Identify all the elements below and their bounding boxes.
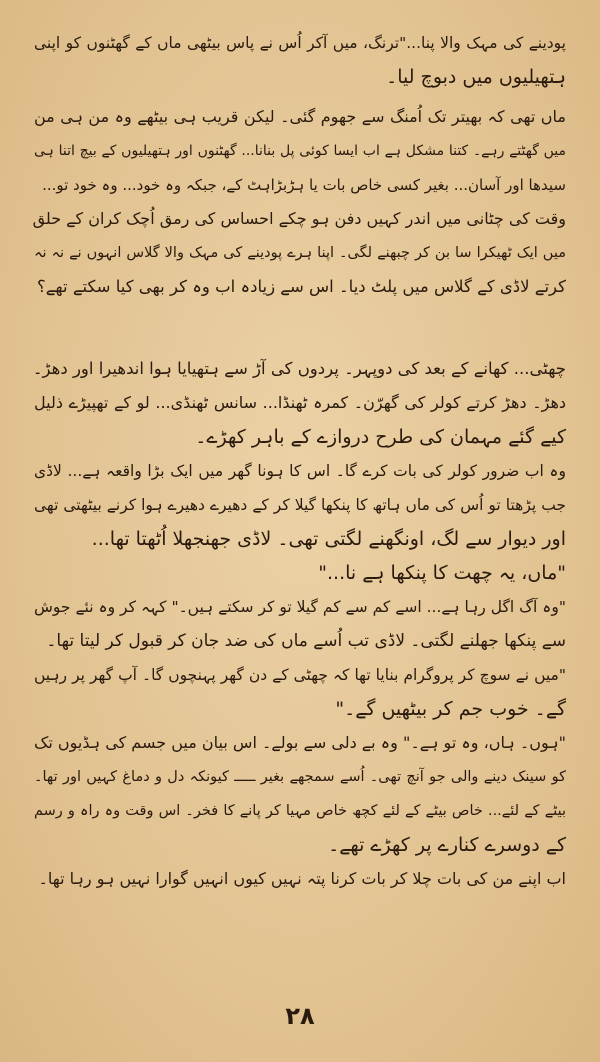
text-line: ہتھیلیوں میں دبوچ لیا۔ xyxy=(386,66,566,88)
text-line: سے پنکھا جھلنے لگتی۔ لاڈی تب اُسے ماں کی ضد جان کر قبول کر لیتا تھا۔ xyxy=(46,631,566,651)
text-line: چھٹی... کھانے کے بعد کی دوپہر۔ پردوں کی آڑ سے ہتھیایا ہوا اندھیرا اور دھڑ۔ xyxy=(32,359,566,378)
page-number: ۲۸ xyxy=(285,1002,315,1030)
text-line: وہ اب ضرور کولر کی بات کرے گا۔ اس کا ہونا گھر میں ایک بڑا واقعہ ہے... لاڈی xyxy=(34,462,566,480)
text-line: کرتے لاڈی کے گلاس میں پلٹ دیا۔ اس سے زیادہ اب وہ کر بھی کیا سکتے تھے؟ xyxy=(37,277,566,296)
paragraph-3 xyxy=(34,202,566,304)
text-line: "وہ آگ اگل رہا ہے... اسے کم سے کم گیلا تو کر سکتے ہیں۔" کہہ کر وہ نئے جوش xyxy=(34,598,566,616)
paragraph-10 xyxy=(34,862,566,896)
text-line: "میں نے سوچ کر پروگرام بنایا تھا کہ چھٹی کے دن گھر پہنچوں گا۔ آپ گھر پر رہیں xyxy=(34,666,566,684)
text-line: دھڑ۔ دھڑ کرتے کولر کی گھرّن۔ کمرہ ٹھنڈا... سانس ٹھنڈی... لو کے تھپیڑے ذلیل xyxy=(34,393,566,412)
text-line: "ماں، یہ چھت کا پنکھا ہے نا..." xyxy=(318,562,566,584)
paragraph-6 xyxy=(34,556,566,590)
text-line: جب پڑھتا تو اُس کی ماں ہاتھ کا پنکھا گیلا کر کے دھیرے دھیرے ہوا کرنے بیٹھتی تھی xyxy=(34,496,566,514)
text-line: ماں تھی کہ بھیتر تک اُمنگ سے جھوم گئی۔ لیکن قریب ہی بیٹھے وہ من ہی من xyxy=(34,107,566,126)
paragraph-2 xyxy=(34,100,566,202)
text-line: اور دیوار سے لگ، اونگھنے لگتی تھی۔ لاڈی جھنجھلا اُٹھتا تھا... xyxy=(91,528,566,550)
paragraph-5 xyxy=(34,454,566,556)
text-line: میں ایک ٹھیکرا سا بن کر چبھنے لگی۔ اپنا ہرے پودینے کی مہک والا گلاس انہوں نے نہ نہ xyxy=(34,245,566,261)
text-line: میں گھٹتے رہے۔ کتنا مشکل ہے اب ایسا کوئی پل بنانا... گھٹنوں اور ہتھیلیوں کے بیچ اتنا ہی xyxy=(34,143,566,159)
paragraph-9 xyxy=(34,726,566,862)
text-line: اب اپنے من کی بات چلا کر بات کرنا پتہ نہیں کیوں انہیں گوارا نہیں ہو رہا تھا۔ xyxy=(38,869,566,888)
paragraph-1 xyxy=(34,26,566,94)
text-line: وقت کی چٹانی میں اندر کہیں دفن ہو چکے احساس کی رمق اُچک کران کے حلق xyxy=(32,209,566,228)
paragraph-4 xyxy=(34,352,566,454)
text-line: "ہوں۔ ہاں، وہ تو ہے۔" وہ بے دلی سے بولے۔ اس بیان میں جسم کی ہڈیوں تک xyxy=(34,733,566,752)
text-line: گے۔ خوب جم کر بیٹھیں گے۔" xyxy=(335,698,566,720)
text-line: کیے گئے مہمان کی طرح دروازے کے باہر کھڑے۔ xyxy=(195,426,566,448)
text-line: کو سینک دینے والی جو آنچ تھی۔ اُسے سمجھے بغیر ـــــ کیونکہ دل و دماغ کہیں اور تھا۔ xyxy=(34,769,566,785)
paragraph-8 xyxy=(34,658,566,726)
paragraph-7 xyxy=(34,590,566,658)
text-line: بیٹے کے لئے... خاص بیٹے کے لئے کچھ خاص مہیا کر پانے کا فخر۔ اس وقت وہ راہ و رسم xyxy=(34,803,566,819)
text-line: سیدھا اور آسان... بغیر کسی خاص بات یا ہڑبڑاہٹ کے، جبکہ وہ خود... وہ خود تو... xyxy=(42,176,566,194)
text-line: پودینے کی مہک والا پنا..."ترنگ، میں آکر اُس نے پاس بیٹھی ماں کے گھٹنوں کو اپنی xyxy=(34,34,566,52)
text-line: کے دوسرے کنارے پر کھڑے تھے۔ xyxy=(328,834,566,856)
